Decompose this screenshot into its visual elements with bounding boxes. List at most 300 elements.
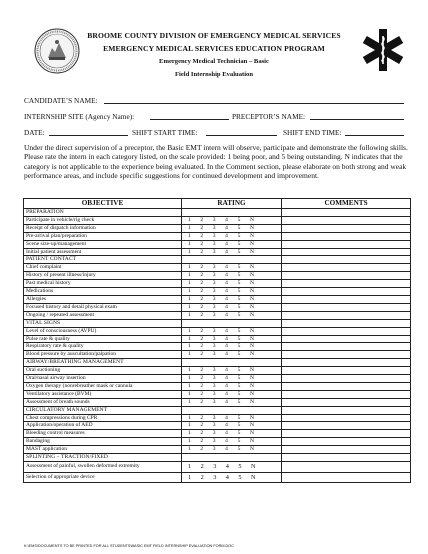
comment-cell[interactable] xyxy=(282,216,411,224)
table-row xyxy=(24,343,411,351)
comments-header: COMMENTS xyxy=(282,199,411,209)
section-label: PATIENT CONTACT xyxy=(24,256,182,264)
rating-option[interactable]: 2 xyxy=(200,375,204,382)
rating-option[interactable]: 3 xyxy=(212,351,216,358)
rating-option[interactable]: 5 xyxy=(237,367,241,374)
rating-option[interactable]: 4 xyxy=(225,430,228,437)
rating-option[interactable]: 2 xyxy=(200,288,204,295)
rating-option[interactable]: 5 xyxy=(237,414,241,421)
rating-option[interactable]: N xyxy=(249,240,254,247)
rating-option[interactable]: N xyxy=(249,280,254,287)
rating-option[interactable]: 3 xyxy=(212,303,216,310)
rating-cell[interactable] xyxy=(182,462,282,473)
rating-option[interactable]: 2 xyxy=(200,272,204,279)
rating-option[interactable]: 3 xyxy=(212,430,216,437)
table-row xyxy=(24,264,411,272)
rating-option[interactable]: 5 xyxy=(237,288,241,295)
table-row xyxy=(24,351,411,359)
rating-option[interactable]: N xyxy=(249,224,254,231)
candidate-name-field[interactable] xyxy=(104,103,404,104)
rating-option[interactable]: 5 xyxy=(237,375,241,382)
rating-cell[interactable] xyxy=(182,327,282,335)
rating-option[interactable]: 1 xyxy=(188,351,191,358)
rating-option[interactable]: N xyxy=(250,463,256,470)
comment-cell[interactable] xyxy=(282,422,411,430)
rating-option[interactable]: 2 xyxy=(200,367,204,374)
table-row xyxy=(24,390,411,398)
rating-option[interactable]: 1 xyxy=(188,216,191,223)
comment-cell[interactable] xyxy=(282,390,411,398)
rating-option[interactable]: 5 xyxy=(237,327,241,334)
rating-option[interactable]: N xyxy=(249,288,254,295)
rating-option[interactable]: 4 xyxy=(225,351,228,358)
rating-cell[interactable] xyxy=(182,288,282,296)
rating-option[interactable]: 2 xyxy=(200,311,204,318)
comment-cell[interactable] xyxy=(282,335,411,343)
rating-option[interactable]: 3 xyxy=(212,390,216,397)
table-row xyxy=(24,272,411,280)
rating-option[interactable]: 2 xyxy=(200,422,204,429)
comment-cell[interactable] xyxy=(282,462,411,473)
rating-option[interactable]: 1 xyxy=(188,438,191,445)
section-label: SPLINTING – TRACTION/FIXED xyxy=(24,454,182,462)
rating-option[interactable]: 1 xyxy=(188,248,191,255)
rating-option[interactable]: 3 xyxy=(212,422,216,429)
rating-option[interactable]: 2 xyxy=(200,280,204,287)
table-row xyxy=(24,327,411,335)
comment-cell[interactable] xyxy=(282,446,411,454)
rating-option[interactable]: 3 xyxy=(212,264,216,271)
rating-header: RATING xyxy=(182,199,282,209)
section-label: VITAL SIGNS xyxy=(24,319,182,327)
objective-label: Bandaging xyxy=(24,438,182,446)
rating-option[interactable]: 3 xyxy=(212,232,216,239)
section-row xyxy=(24,256,411,264)
rating-option[interactable]: 3 xyxy=(212,272,216,279)
rating-option[interactable]: 1 xyxy=(188,240,191,247)
rating-option[interactable]: 1 xyxy=(188,264,191,271)
shift-start-field[interactable] xyxy=(206,135,277,136)
shift-end-field[interactable] xyxy=(345,135,404,136)
rating-option[interactable]: 3 xyxy=(212,367,216,374)
comment-cell xyxy=(282,256,411,264)
rating-option[interactable]: 5 xyxy=(237,335,241,342)
rating-option[interactable]: 5 xyxy=(237,398,241,405)
rating-option[interactable]: 5 xyxy=(237,311,241,318)
rating-option[interactable]: 3 xyxy=(212,382,216,389)
rating-cell[interactable] xyxy=(182,398,282,406)
objective-label: Respiratory rate & quality xyxy=(24,343,182,351)
rating-option[interactable]: 1 xyxy=(188,398,191,405)
rating-option[interactable]: 1 xyxy=(188,367,191,374)
rating-cell[interactable] xyxy=(182,335,282,343)
rating-option[interactable]: 2 xyxy=(200,224,204,231)
table-row xyxy=(24,232,411,240)
rating-option[interactable]: N xyxy=(249,351,254,358)
rating-option[interactable]: 2 xyxy=(200,463,204,470)
objective-label: MAST application xyxy=(24,446,182,454)
objective-label: Pre-arrival plan/preparation xyxy=(24,232,182,240)
objective-label: Oral suctioning xyxy=(24,367,182,375)
rating-option[interactable]: N xyxy=(249,343,254,350)
rating-option[interactable]: 4 xyxy=(225,446,228,453)
comment-cell[interactable] xyxy=(282,398,411,406)
rating-option[interactable]: N xyxy=(249,414,254,421)
rating-option[interactable]: N xyxy=(249,272,254,279)
rating-option[interactable]: 4 xyxy=(225,280,228,287)
rating-cell[interactable] xyxy=(182,430,282,438)
section-label: CIRCULATORY MANAGEMENT xyxy=(24,406,182,414)
rating-option[interactable]: 4 xyxy=(225,367,228,374)
rating-option[interactable]: 4 xyxy=(225,311,228,318)
table-row xyxy=(24,216,411,224)
comment-cell[interactable] xyxy=(282,295,411,303)
rating-option[interactable]: 5 xyxy=(237,295,241,302)
file-path-footer: K:\EMS\DOCUMENTS TO BE PRINTED FOR ALL STUDENTS\BASIC EMT FIELD INTERNSHIP EVALUATION FORM.DOC xyxy=(24,544,234,548)
rating-option[interactable]: 5 xyxy=(237,264,241,271)
table-row xyxy=(24,398,411,406)
rating-option[interactable]: 3 xyxy=(212,224,216,231)
rating-cell xyxy=(182,454,282,462)
rating-option[interactable]: 4 xyxy=(225,248,228,255)
rating-cell[interactable] xyxy=(182,272,282,280)
rating-option[interactable]: 3 xyxy=(213,473,217,481)
rating-option[interactable]: 5 xyxy=(237,438,241,445)
rating-option[interactable]: 1 xyxy=(188,327,191,334)
preceptor-name-label: PRECEPTOR’S NAME: xyxy=(232,112,306,121)
rating-option[interactable]: 5 xyxy=(237,422,241,429)
comment-cell[interactable] xyxy=(282,248,411,256)
table-row xyxy=(24,446,411,454)
preceptor-name-field[interactable] xyxy=(310,119,404,120)
objective-label: Selection of appropriate device xyxy=(24,472,182,483)
objective-label: Assessment of breath sounds xyxy=(24,398,182,406)
section-row xyxy=(24,209,411,217)
rating-cell[interactable] xyxy=(182,295,282,303)
comment-cell[interactable] xyxy=(282,382,411,390)
rating-option[interactable]: 2 xyxy=(200,414,204,421)
rating-option[interactable]: 1 xyxy=(188,473,192,481)
rating-option[interactable]: 4 xyxy=(225,343,228,350)
rating-option[interactable]: 2 xyxy=(200,295,204,302)
rating-option[interactable]: 4 xyxy=(225,414,228,421)
date-label: DATE: xyxy=(24,128,45,137)
objective-label: Oral/nasal airway insertion xyxy=(24,375,182,383)
rating-option[interactable]: 1 xyxy=(188,335,191,342)
rating-option[interactable]: 3 xyxy=(212,398,216,405)
rating-option[interactable]: 4 xyxy=(225,303,228,310)
objective-label: Allergies xyxy=(24,295,182,303)
rating-option[interactable]: 1 xyxy=(188,446,191,453)
rating-cell[interactable] xyxy=(182,232,282,240)
rating-option[interactable]: N xyxy=(249,398,254,405)
rating-option[interactable]: N xyxy=(249,216,254,223)
evaluation-table xyxy=(23,198,411,483)
comment-cell[interactable] xyxy=(282,343,411,351)
rating-option[interactable]: N xyxy=(249,422,254,429)
rating-option[interactable]: 2 xyxy=(200,382,204,389)
comment-cell[interactable] xyxy=(282,430,411,438)
objective-label: Focused history and detail physical exam xyxy=(24,303,182,311)
rating-option[interactable]: N xyxy=(249,367,254,374)
comment-cell xyxy=(282,406,411,414)
rating-option[interactable]: 4 xyxy=(225,438,228,445)
table-row xyxy=(24,382,411,390)
objective-label: Scene size-up/management xyxy=(24,240,182,248)
objective-label: Pulse rate & quality xyxy=(24,335,182,343)
rating-cell[interactable] xyxy=(182,224,282,232)
rating-option[interactable]: 2 xyxy=(200,343,204,350)
rating-option[interactable]: 4 xyxy=(225,232,228,239)
candidate-name-label: CANDIDATE’S NAME: xyxy=(24,96,98,105)
rating-option[interactable]: 3 xyxy=(212,375,216,382)
rating-option[interactable]: 1 xyxy=(188,272,191,279)
rating-option[interactable]: 3 xyxy=(212,248,216,255)
rating-cell[interactable] xyxy=(182,414,282,422)
rating-option[interactable]: 2 xyxy=(200,303,204,310)
table-row xyxy=(24,414,411,422)
rating-cell xyxy=(182,319,282,327)
rating-option[interactable]: 1 xyxy=(188,422,191,429)
rating-cell[interactable] xyxy=(182,438,282,446)
comment-cell[interactable] xyxy=(282,280,411,288)
rating-option[interactable]: 1 xyxy=(188,280,191,287)
table-row xyxy=(24,430,411,438)
comment-cell[interactable] xyxy=(282,303,411,311)
rating-option[interactable]: 1 xyxy=(188,414,191,421)
rating-option[interactable]: 1 xyxy=(188,382,191,389)
rating-option[interactable]: 2 xyxy=(200,438,204,445)
rating-cell[interactable] xyxy=(182,240,282,248)
rating-option[interactable]: 5 xyxy=(237,351,241,358)
rating-option[interactable]: 3 xyxy=(212,414,216,421)
rating-option[interactable]: 2 xyxy=(200,264,204,271)
rating-option[interactable]: 5 xyxy=(237,216,241,223)
table-row xyxy=(24,335,411,343)
rating-option[interactable]: N xyxy=(249,327,254,334)
rating-option[interactable]: 2 xyxy=(200,351,204,358)
rating-option[interactable]: 4 xyxy=(225,398,228,405)
rating-cell[interactable] xyxy=(182,446,282,454)
rating-cell[interactable] xyxy=(182,280,282,288)
rating-option[interactable]: 4 xyxy=(225,463,229,470)
rating-option[interactable]: N xyxy=(249,303,254,310)
rating-option[interactable]: N xyxy=(249,375,254,382)
rating-option[interactable]: 3 xyxy=(212,327,216,334)
rating-option[interactable]: 1 xyxy=(188,288,191,295)
date-field[interactable] xyxy=(49,135,128,136)
rating-option[interactable]: 4 xyxy=(225,216,228,223)
comment-cell[interactable] xyxy=(282,351,411,359)
rating-option[interactable]: 5 xyxy=(238,463,242,470)
rating-option[interactable]: 4 xyxy=(225,422,228,429)
rating-option[interactable]: N xyxy=(249,264,254,271)
rating-cell[interactable] xyxy=(182,351,282,359)
rating-option[interactable]: 2 xyxy=(200,390,204,397)
objective-label: Initial patient assessment xyxy=(24,248,182,256)
rating-option[interactable]: 2 xyxy=(200,430,204,437)
rating-cell[interactable] xyxy=(182,248,282,256)
rating-option[interactable]: 4 xyxy=(225,295,228,302)
table-row xyxy=(24,303,411,311)
rating-option[interactable]: 4 xyxy=(225,240,228,247)
table-row xyxy=(24,288,411,296)
rating-option[interactable]: 3 xyxy=(212,335,216,342)
objective-label: Level of consciousness (AVPU) xyxy=(24,327,182,335)
comment-cell[interactable] xyxy=(282,472,411,483)
form-title: Field Internship Evaluation xyxy=(174,71,254,78)
rating-option[interactable]: 3 xyxy=(212,295,216,302)
rating-option[interactable]: 1 xyxy=(188,390,191,397)
rating-option[interactable]: 2 xyxy=(200,473,204,481)
rating-option[interactable]: 1 xyxy=(188,295,191,302)
comment-cell[interactable] xyxy=(282,375,411,383)
rating-option[interactable]: 3 xyxy=(212,343,216,350)
rating-option[interactable]: 1 xyxy=(188,463,192,470)
rating-option[interactable]: 1 xyxy=(188,375,191,382)
rating-option[interactable]: 4 xyxy=(225,473,229,481)
rating-option[interactable]: 3 xyxy=(212,446,216,453)
rating-option[interactable]: 2 xyxy=(200,398,204,405)
rating-option[interactable]: N xyxy=(249,438,254,445)
shift-start-label: SHIFT START TIME: xyxy=(132,128,198,137)
rating-option[interactable]: 4 xyxy=(225,327,228,334)
rating-cell[interactable] xyxy=(182,303,282,311)
rating-option[interactable]: 2 xyxy=(200,240,204,247)
rating-option[interactable]: 4 xyxy=(225,288,228,295)
comment-cell[interactable] xyxy=(282,414,411,422)
rating-option[interactable]: 5 xyxy=(237,390,241,397)
rating-option[interactable]: N xyxy=(249,232,254,239)
comment-cell[interactable] xyxy=(282,224,411,232)
rating-option[interactable]: 4 xyxy=(225,390,228,397)
rating-option[interactable]: N xyxy=(249,382,254,389)
rating-option[interactable]: 4 xyxy=(225,335,228,342)
section-row xyxy=(24,359,411,367)
rating-option[interactable]: N xyxy=(249,430,254,437)
rating-option[interactable]: N xyxy=(249,248,254,255)
rating-option[interactable]: 2 xyxy=(200,446,204,453)
rating-cell[interactable] xyxy=(182,343,282,351)
rating-option[interactable]: N xyxy=(249,295,254,302)
table-row xyxy=(24,311,411,319)
rating-option[interactable]: N xyxy=(250,473,256,481)
rating-option[interactable]: 5 xyxy=(237,303,241,310)
rating-option[interactable]: 2 xyxy=(200,216,204,223)
rating-cell[interactable] xyxy=(182,472,282,483)
rating-option[interactable]: 1 xyxy=(188,224,191,231)
section-row xyxy=(24,406,411,414)
rating-option[interactable]: 1 xyxy=(188,311,191,318)
rating-cell xyxy=(182,359,282,367)
comment-cell[interactable] xyxy=(282,311,411,319)
rating-option[interactable]: 4 xyxy=(225,272,228,279)
rating-option[interactable]: 1 xyxy=(188,430,191,437)
section-row xyxy=(24,319,411,327)
rating-option[interactable]: N xyxy=(249,335,254,342)
rating-cell[interactable] xyxy=(182,382,282,390)
rating-option[interactable]: 2 xyxy=(200,327,204,334)
rating-option[interactable]: 4 xyxy=(225,224,228,231)
comment-cell xyxy=(282,209,411,217)
rating-option[interactable]: 3 xyxy=(212,216,216,223)
comment-cell[interactable] xyxy=(282,367,411,375)
rating-option[interactable]: 5 xyxy=(237,248,241,255)
table-row xyxy=(24,240,411,248)
rating-cell xyxy=(182,406,282,414)
objective-label: Receipt of dispatch information xyxy=(24,224,182,232)
comment-cell[interactable] xyxy=(282,327,411,335)
rating-cell[interactable] xyxy=(182,216,282,224)
rating-option[interactable]: 5 xyxy=(237,232,241,239)
rating-cell[interactable] xyxy=(182,264,282,272)
rating-option[interactable]: 2 xyxy=(200,232,204,239)
comment-cell[interactable] xyxy=(282,288,411,296)
rating-option[interactable]: 1 xyxy=(188,303,191,310)
rating-option[interactable]: 5 xyxy=(237,446,241,453)
rating-option[interactable]: 5 xyxy=(238,473,242,481)
rating-option[interactable]: 3 xyxy=(212,438,216,445)
rating-cell[interactable] xyxy=(182,367,282,375)
rating-option[interactable]: 5 xyxy=(237,430,241,437)
objective-label: Oxygen therapy (nonrebreather mask or cannula xyxy=(24,382,182,390)
objective-label: Ventilatory assistance (BVM) xyxy=(24,390,182,398)
table-row xyxy=(24,248,411,256)
rating-option[interactable]: 4 xyxy=(225,382,228,389)
rating-option[interactable]: 5 xyxy=(237,272,241,279)
comment-cell[interactable] xyxy=(282,272,411,280)
rating-option[interactable]: N xyxy=(249,390,254,397)
comment-cell[interactable] xyxy=(282,240,411,248)
rating-option[interactable]: 5 xyxy=(237,224,241,231)
rating-option[interactable]: 3 xyxy=(212,311,216,318)
rating-option[interactable]: 5 xyxy=(237,280,241,287)
table-row xyxy=(24,375,411,383)
rating-option[interactable]: 3 xyxy=(213,463,217,470)
program-title: EMERGENCY MEDICAL SERVICES EDUCATION PROGRAM xyxy=(103,44,325,53)
table-row xyxy=(24,224,411,232)
rating-option[interactable]: 4 xyxy=(225,375,228,382)
rating-option[interactable]: 1 xyxy=(188,232,191,239)
rating-option[interactable]: 5 xyxy=(237,343,241,350)
instructions-paragraph: Under the direct supervision of a preceptor, the Basic EMT intern will observe, participate and demonstrate the following skills. Please rate the intern in each category listed, on the scale provided: 1 being poor, and 5 being outstanding. N indicates that the category is not applicable to the experience being evaluated. In the Comment section, please elaborate on both strong and weak performance areas, and include specific suggestions for continued development and improvement. xyxy=(24,143,408,181)
rating-option[interactable]: 5 xyxy=(237,382,241,389)
comment-cell xyxy=(282,454,411,462)
rating-cell[interactable] xyxy=(182,311,282,319)
comment-cell[interactable] xyxy=(282,232,411,240)
rating-option[interactable]: N xyxy=(249,311,254,318)
internship-site-field[interactable] xyxy=(150,119,229,120)
table-row xyxy=(24,462,411,473)
comment-cell[interactable] xyxy=(282,264,411,272)
rating-option[interactable]: 2 xyxy=(200,248,204,255)
rating-cell[interactable] xyxy=(182,375,282,383)
rating-option[interactable]: 1 xyxy=(188,343,191,350)
objective-label: Past medical history xyxy=(24,280,182,288)
rating-option[interactable]: 3 xyxy=(212,240,216,247)
objective-label: Ongoing / repeated assessment xyxy=(24,311,182,319)
objective-label: Participate in vehicle/rig check xyxy=(24,216,182,224)
comment-cell[interactable] xyxy=(282,438,411,446)
rating-option[interactable]: 3 xyxy=(212,280,216,287)
rating-cell[interactable] xyxy=(182,390,282,398)
rating-option[interactable]: 5 xyxy=(237,240,241,247)
rating-cell[interactable] xyxy=(182,422,282,430)
rating-option[interactable]: 3 xyxy=(212,288,216,295)
rating-option[interactable]: 4 xyxy=(225,264,228,271)
rating-option[interactable]: N xyxy=(249,446,254,453)
rating-option[interactable]: 2 xyxy=(200,335,204,342)
